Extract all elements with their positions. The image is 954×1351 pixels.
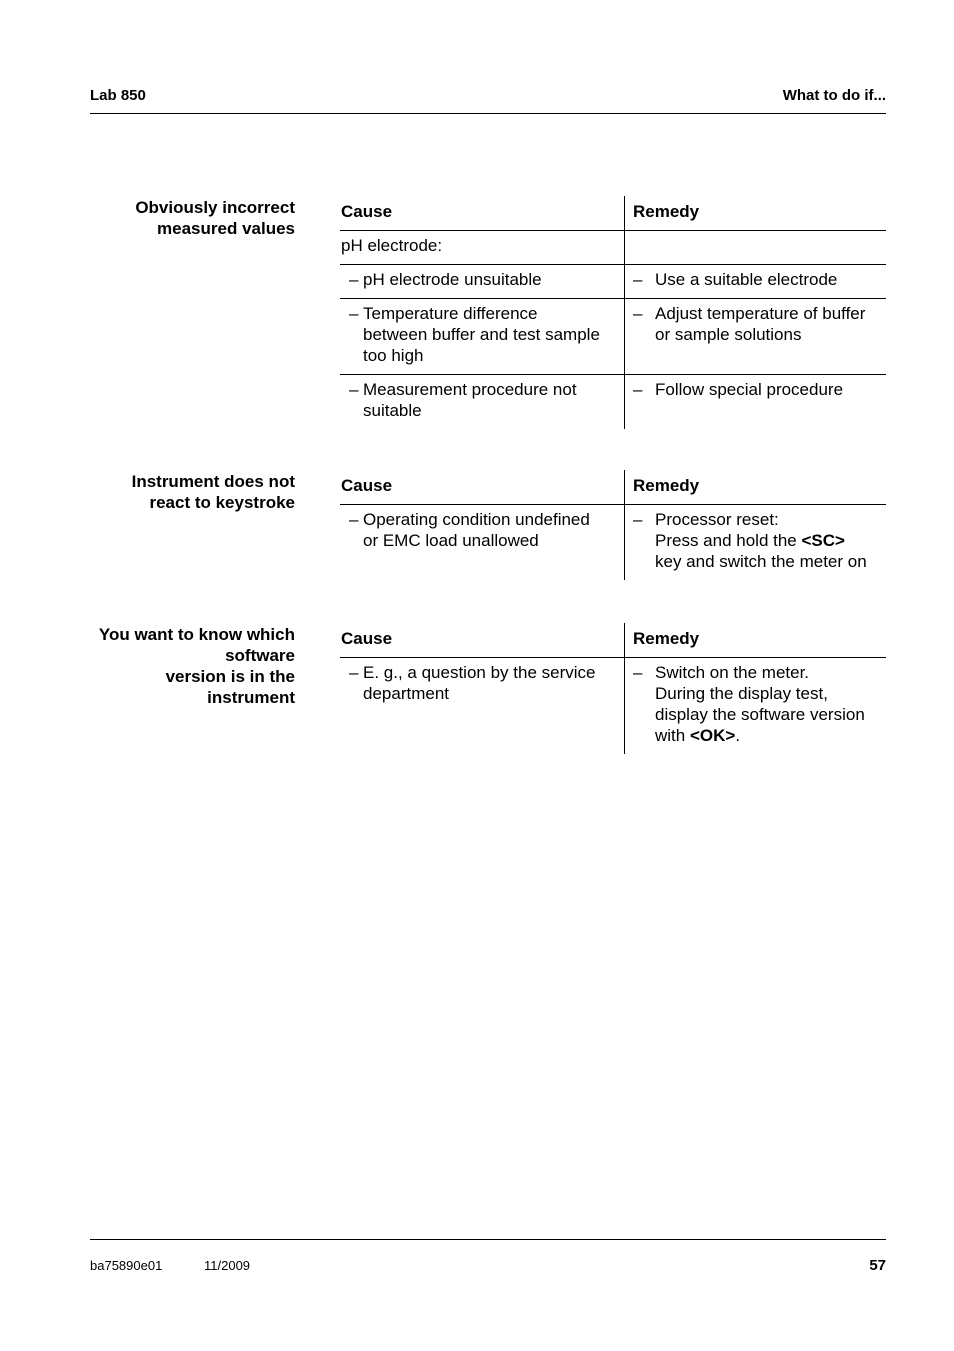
remedy-text: Processor reset: xyxy=(655,510,779,529)
key-sc: <SC> xyxy=(801,531,845,550)
cause-text: Temperature difference xyxy=(363,304,538,323)
table-row xyxy=(340,230,886,264)
remedy-text: or sample solutions xyxy=(655,325,802,344)
troubleshooting-table-no-keystroke xyxy=(340,470,886,580)
cause-text: Measurement procedure not xyxy=(363,380,577,399)
table-row xyxy=(340,264,886,298)
remedy-cell: – Processor reset: Press and hold the <SC> key and switch the meter on xyxy=(625,505,886,580)
remedy-cell: – Adjust temperature of buffer or sample solutions xyxy=(625,299,886,374)
table-header-row xyxy=(340,196,886,230)
remedy-cell xyxy=(625,231,886,264)
section-title-line: Obviously incorrect xyxy=(135,198,295,217)
remedy-text: Adjust temperature of buffer xyxy=(655,304,866,323)
table-row xyxy=(340,504,886,580)
cause-cell: – pH electrode unsuitable xyxy=(340,265,625,298)
page-number: 57 xyxy=(869,1257,886,1274)
column-header-cause: Cause xyxy=(340,470,625,504)
cause-cell: – E. g., a question by the service department xyxy=(340,658,625,754)
section-title-line: Instrument does not xyxy=(131,472,295,491)
key-ok: <OK> xyxy=(689,726,736,745)
footer-rule xyxy=(90,1239,886,1240)
remedy-text: During the display test, xyxy=(655,684,828,703)
column-header-cause: Cause xyxy=(340,196,625,230)
remedy-text: display the software version xyxy=(655,705,865,724)
running-header-left: Lab 850 xyxy=(90,87,146,104)
column-header-remedy: Remedy xyxy=(633,476,700,495)
remedy-text: key and switch the meter on xyxy=(655,552,867,571)
table-header-row xyxy=(340,623,886,657)
section-title-line: software xyxy=(225,646,295,665)
cause-cell: – Temperature difference between buffer and test sample too high xyxy=(340,299,625,374)
section-title-line: react to keystroke xyxy=(149,493,295,512)
cause-text: too high xyxy=(363,346,424,365)
cause-cell: – Measurement procedure not suitable xyxy=(340,375,625,429)
remedy-text-part: . xyxy=(735,726,741,745)
cause-cell: – Operating condition undefined or EMC load unallowed xyxy=(340,505,625,580)
column-header-cause: Cause xyxy=(340,623,625,657)
table-header-row xyxy=(340,470,886,504)
remedy-text-part: Press and hold the xyxy=(655,531,802,550)
cause-text: department xyxy=(363,684,449,703)
cause-text: pH electrode unsuitable xyxy=(363,270,542,289)
section-title-line: instrument xyxy=(207,688,295,707)
header-rule xyxy=(90,113,886,114)
troubleshooting-table-software-version xyxy=(340,623,886,754)
troubleshooting-table-incorrect-values xyxy=(340,196,886,429)
remedy-text: Switch on the meter. xyxy=(655,663,810,682)
remedy-cell: – Use a suitable electrode xyxy=(625,265,886,298)
table-row xyxy=(340,298,886,374)
section-title-no-keystroke xyxy=(60,471,295,513)
remedy-text: Follow special procedure xyxy=(655,380,844,399)
section-title-software-version xyxy=(60,624,295,708)
remedy-text xyxy=(655,530,880,551)
cause-text: between buffer and test sample xyxy=(363,325,600,344)
cause-text: Operating condition undefined xyxy=(363,510,590,529)
column-header-remedy: Remedy xyxy=(633,629,700,648)
cause-text: E. g., a question by the service xyxy=(363,663,596,682)
remedy-cell: – Switch on the meter. During the display test, display the software version with <OK>. xyxy=(625,658,886,754)
section-title-line: measured values xyxy=(157,219,295,238)
footer-date: 11/2009 xyxy=(204,1258,251,1273)
section-title-line: You want to know which xyxy=(98,625,295,644)
remedy-text: Use a suitable electrode xyxy=(655,270,838,289)
remedy-text xyxy=(655,725,880,746)
remedy-cell: – Follow special procedure xyxy=(625,375,886,429)
column-header-remedy: Remedy xyxy=(633,202,700,221)
table-row xyxy=(340,374,886,429)
running-header-right: What to do if... xyxy=(782,87,886,104)
footer-document-id: ba75890e01 xyxy=(90,1258,163,1273)
section-title-incorrect-values xyxy=(60,197,295,239)
table-row xyxy=(340,657,886,754)
cause-cell: pH electrode: xyxy=(340,231,625,264)
remedy-text-part: with xyxy=(655,726,690,745)
section-title-line: version is in the xyxy=(165,667,295,686)
cause-text: suitable xyxy=(363,401,422,420)
cause-text: or EMC load unallowed xyxy=(363,531,539,550)
